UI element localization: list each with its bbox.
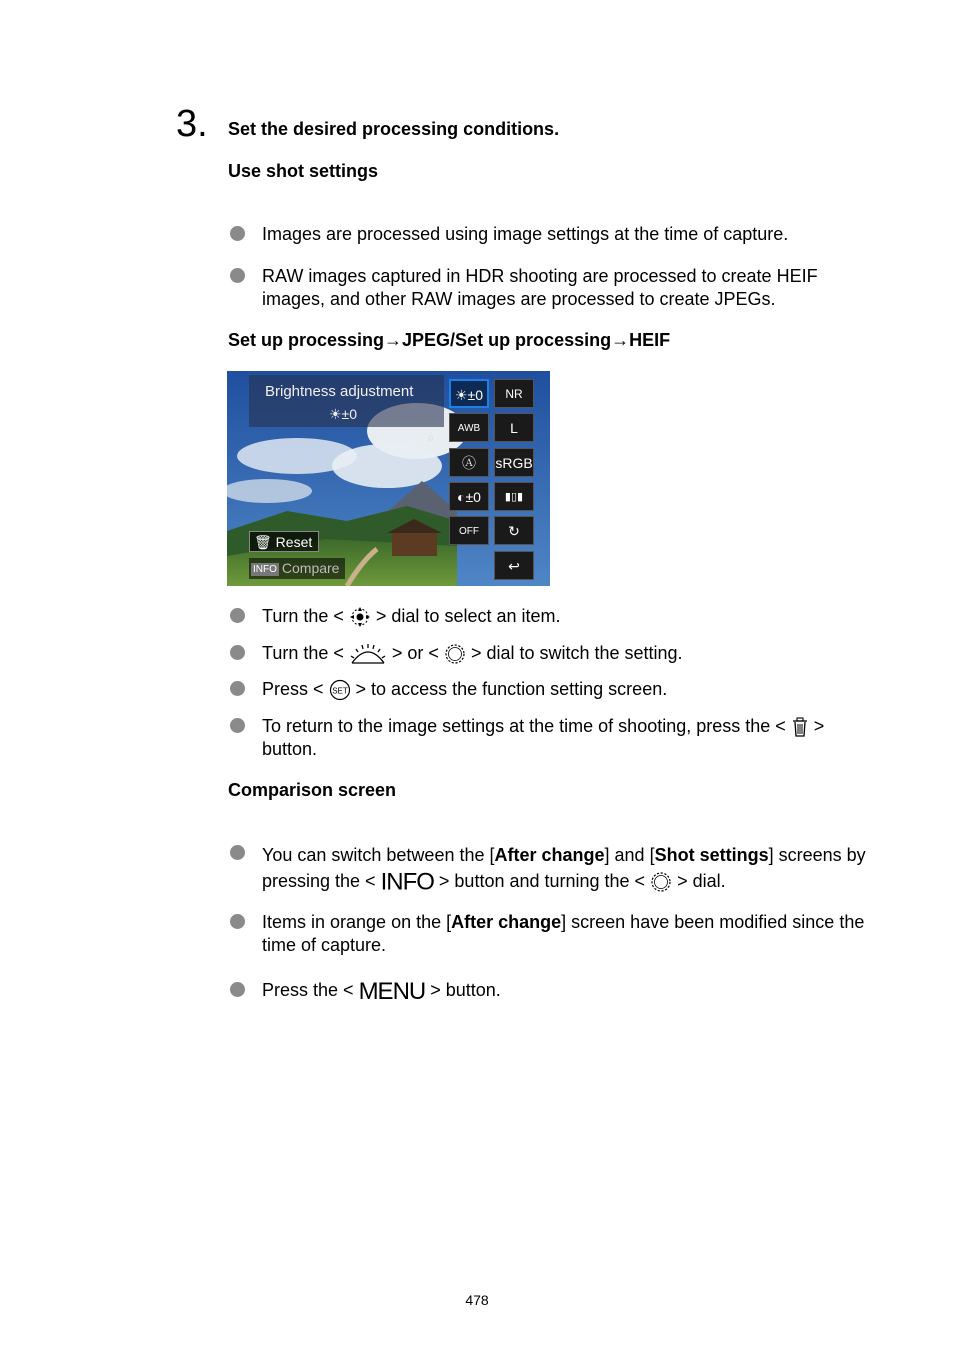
quick-control-dial-icon: [650, 871, 672, 893]
bullet-dot: [230, 226, 245, 241]
trash-icon: 🗑: [254, 534, 272, 550]
bullet-dot: [230, 982, 245, 997]
auto-lighting-tile[interactable]: OFF: [449, 516, 489, 545]
bullet-dot: [230, 681, 245, 696]
menu-button-icon: MENU: [358, 977, 426, 1005]
step-title: Set the desired processing conditions.: [228, 119, 560, 139]
bullet-dot: [230, 845, 245, 860]
info-icon: INFO: [253, 563, 277, 575]
bullet-dot: [230, 914, 245, 929]
overlay-title: Brightness adjustment: [265, 383, 414, 400]
image-size-tile[interactable]: L: [494, 413, 534, 442]
bullet-dot: [230, 608, 245, 623]
bullet-dot: [230, 645, 245, 660]
picture-style-tile[interactable]: Ⓐ: [449, 448, 489, 477]
set-button-icon: [329, 679, 351, 701]
brightness-tile[interactable]: ☀±0: [449, 379, 489, 408]
camera-screen-image: [227, 371, 550, 586]
bullet-dot: [230, 718, 245, 733]
contrast-tile[interactable]: ◐±0: [449, 482, 489, 511]
overlay-value: ☀±0: [329, 406, 358, 422]
bullet-dot: [230, 268, 245, 283]
trash-icon: [791, 716, 809, 738]
heading-use-shot-settings: Use shot settings: [228, 161, 379, 181]
magnify-icon: ⌕: [427, 429, 435, 445]
quick-control-dial-icon: [444, 643, 466, 665]
overlay-title-panel: [249, 375, 444, 427]
lens-correction-tile[interactable]: ▮▯▮: [494, 482, 534, 511]
info-button-icon: INFO: [380, 868, 434, 896]
heading-comparison-screen: Comparison screen: [228, 780, 397, 800]
compare-button[interactable]: INFO Compare: [249, 558, 345, 579]
svg-text:SET: SET: [331, 686, 348, 696]
main-dial-icon: [349, 643, 387, 665]
reset-button[interactable]: 🗑 Reset: [249, 531, 319, 552]
multi-controller-icon: [349, 606, 371, 628]
page-number: 478: [465, 1292, 489, 1308]
noise-reduction-tile[interactable]: NR: [494, 379, 534, 408]
back-tile[interactable]: ↩: [494, 551, 534, 580]
white-balance-tile[interactable]: AWB: [449, 413, 489, 442]
step-number: 3.: [176, 103, 208, 145]
color-space-tile[interactable]: sRGB: [494, 448, 534, 477]
rotate-tile[interactable]: ↻: [494, 516, 534, 545]
heading-set-up-processing: Set up processing→JPEG/Set up processing→HEIF: [228, 330, 671, 350]
